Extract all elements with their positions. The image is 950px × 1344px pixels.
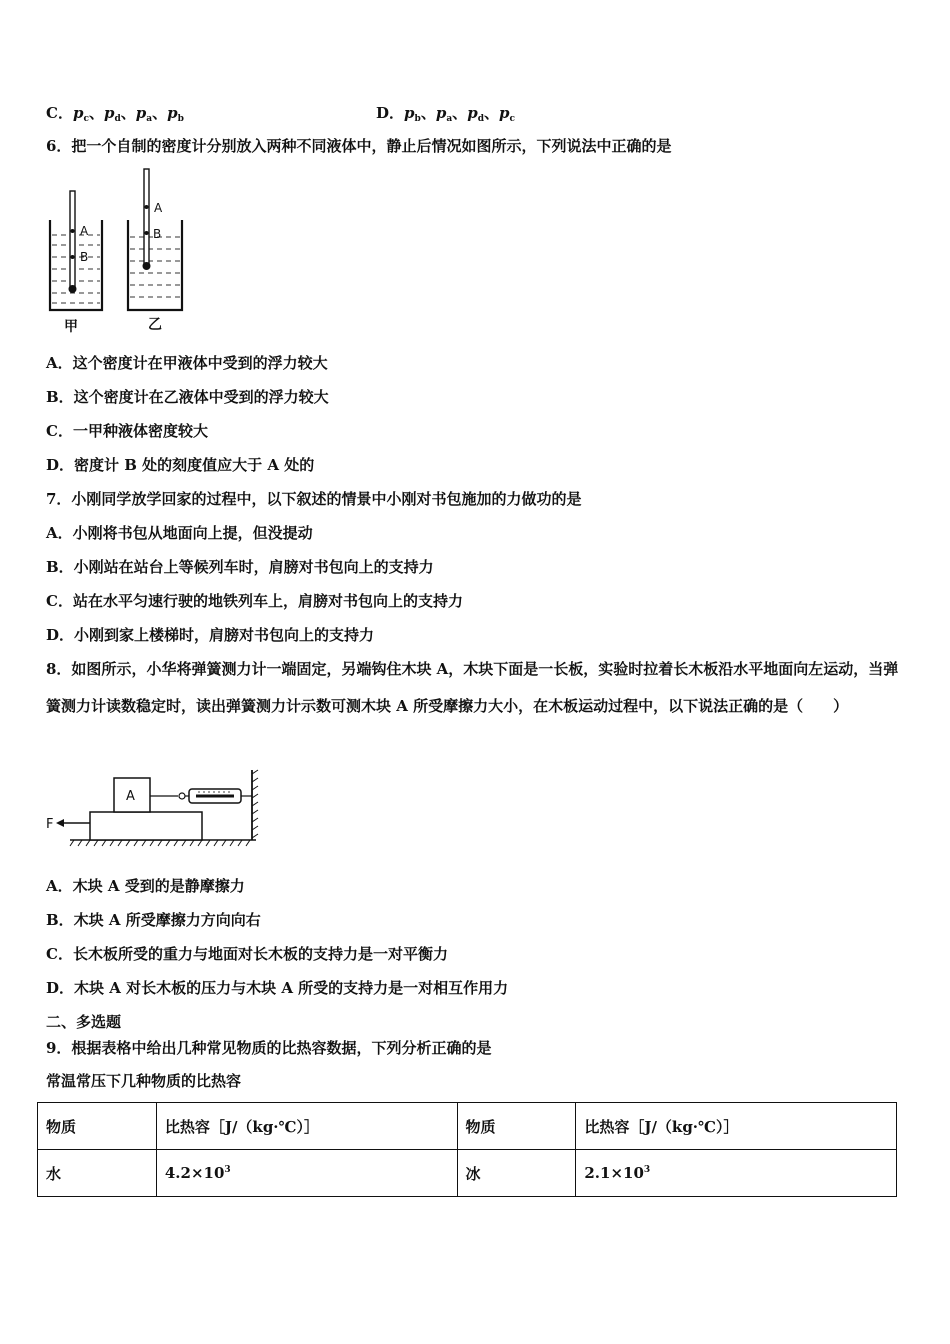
header-cell: 物质 (457, 1103, 576, 1150)
pressure-symbol: p (103, 104, 115, 122)
block-a-label: A (126, 789, 135, 804)
separator: 、 (483, 104, 499, 122)
q6-option-b: B．这个密度计在乙液体中受到的浮力较大 (46, 388, 329, 406)
value-exponent: 3 (643, 1165, 651, 1175)
q6-option-c: C．一甲种液体密度较大 (46, 422, 208, 440)
mark-a-right: A (154, 201, 163, 215)
substance-cell: 水 (38, 1150, 157, 1197)
q5-option-c (46, 103, 184, 129)
subscript: d (477, 114, 484, 124)
separator: 、 (152, 104, 168, 122)
subscript: a (146, 114, 153, 124)
q6-option-a: A．这个密度计在甲液体中受到的浮力较大 (46, 354, 328, 372)
value-cell (576, 1150, 897, 1197)
q7-option-d: D．小刚到家上楼梯时，肩膀对书包向上的支持力 (46, 626, 375, 644)
subscript: a (446, 114, 453, 124)
separator: 、 (420, 104, 436, 122)
label-jia: 甲 (64, 319, 78, 335)
q8-option-a: A．木块 A 受到的是静摩擦力 (46, 877, 245, 895)
q8-option-b: B．木块 A 所受摩擦力方向向右 (46, 911, 261, 929)
header-cell: 比热容［J/（kg·℃）］ (156, 1103, 457, 1150)
value-mantissa: 2.1×10 (584, 1164, 644, 1182)
value-mantissa: 4.2×10 (164, 1164, 225, 1182)
mark-b-right: B (153, 227, 162, 241)
q8-stem: 8．如图所示，小华将弹簧测力计一端固定，另端钩住木块 A，木块下面是一长板，实验时拉着长木板沿水平地面向左运动，当弹簧测力计读数稳定时，读出弹簧测力计示数可测木块 A 所受摩擦力大小，在木板运动过程中，以下说法正确的是（ ） (46, 660, 899, 715)
mark-b-left: B (80, 250, 89, 264)
subscript: b (414, 114, 421, 124)
subscript: c (83, 114, 89, 124)
q7-option-c: C．站在水平匀速行驶的地铁列车上，肩膀对书包向上的支持力 (46, 592, 463, 610)
subscript: b (177, 114, 184, 124)
specific-heat-table (37, 1102, 897, 1197)
option-label: D． (376, 104, 405, 122)
section-title-multiple-choice: 二、多选题 (46, 1013, 122, 1031)
separator: 、 (120, 104, 136, 122)
force-f-label: F (46, 817, 54, 832)
option-label: C． (46, 104, 73, 122)
q7-option-b: B．小刚站在站台上等候列车时，肩膀对书包向上的支持力 (46, 558, 434, 576)
pressure-symbol: p (72, 104, 84, 122)
header-cell: 物质 (38, 1103, 157, 1150)
value-exponent: 3 (224, 1165, 231, 1175)
pressure-symbol: p (435, 104, 447, 122)
pressure-symbol: p (135, 104, 147, 122)
table-row (38, 1150, 897, 1197)
beaker-jia (50, 191, 102, 310)
q6-stem: 6．把一个自制的密度计分别放入两种不同液体中，静止后情况如图所示，下列说法中正确的是 (46, 137, 672, 155)
separator: 、 (88, 104, 104, 122)
mark-a-left: A (80, 224, 89, 238)
pressure-symbol: p (404, 104, 415, 122)
q8-friction-figure (44, 766, 264, 848)
q7-option-a: A．小刚将书包从地面向上提，但没提动 (46, 524, 313, 542)
pressure-symbol: p (499, 104, 510, 122)
q8-option-d: D．木块 A 对长木板的压力与木块 A 所受的支持力是一对相互作用力 (46, 979, 509, 997)
q5-option-d (376, 103, 515, 129)
pressure-symbol: p (167, 104, 178, 122)
table-header-row (38, 1103, 897, 1150)
q9-stem: 9．根据表格中给出几种常见物质的比热容数据，下列分析正确的是 (46, 1039, 492, 1057)
subscript: d (114, 114, 121, 124)
header-cell: 比热容［J/（kg·℃）］ (576, 1103, 897, 1150)
q6-hydrometer-figure (40, 165, 200, 337)
subscript: c (509, 114, 515, 124)
q8-option-c: C．长木板所受的重力与地面对长木板的支持力是一对平衡力 (46, 945, 448, 963)
value-cell (156, 1150, 457, 1197)
q6-option-d: D．密度计 B 处的刻度值应大于 A 处的 (46, 456, 315, 474)
q9-table-caption: 常温常压下几种物质的比热容 (46, 1072, 242, 1090)
label-yi: 乙 (148, 317, 162, 333)
q7-stem: 7．小刚同学放学回家的过程中，以下叙述的情景中小刚对书包施加的力做功的是 (46, 490, 582, 508)
separator: 、 (452, 104, 468, 122)
pressure-symbol: p (467, 104, 478, 122)
substance-cell: 冰 (457, 1150, 576, 1197)
